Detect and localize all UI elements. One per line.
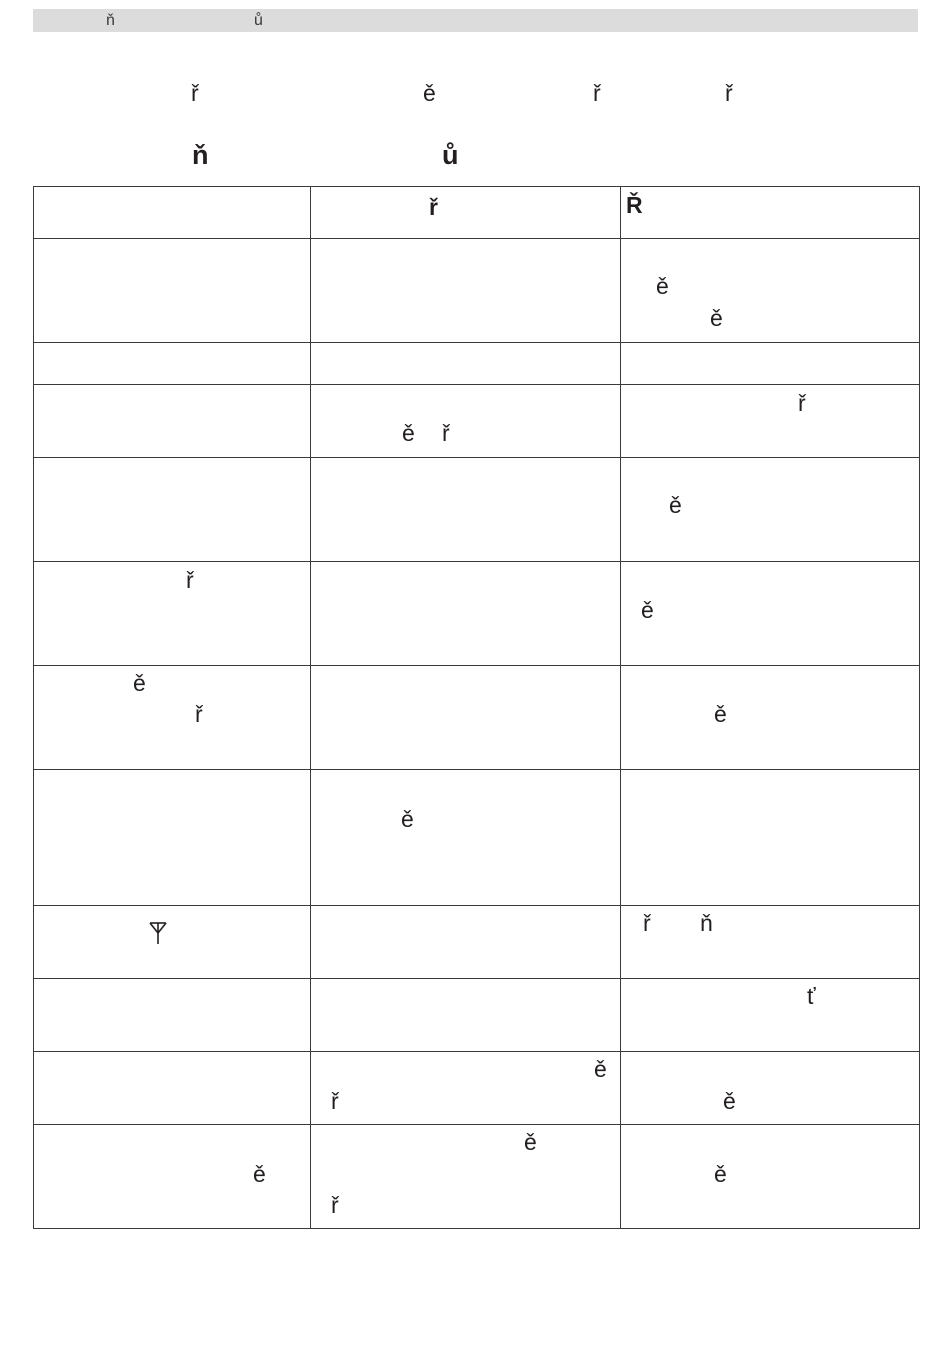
intro-glyph: ě [423, 80, 436, 106]
table-cell [34, 1052, 311, 1125]
table-cell: ě ř [311, 385, 621, 458]
table-cell [34, 979, 311, 1052]
table-cell: ě ě [621, 239, 920, 343]
title-glyph: ň [192, 140, 209, 170]
header-cell: ř [311, 187, 621, 239]
table-cell [311, 239, 621, 343]
title-glyph: ů [442, 140, 459, 170]
table-cell [311, 906, 621, 979]
header-text-right: ů [254, 12, 263, 29]
data-table [33, 186, 920, 1229]
table-header-row [34, 187, 920, 239]
table-row [34, 562, 920, 666]
header-text-left: ň [106, 12, 115, 29]
table-row [34, 666, 920, 770]
table-cell [621, 770, 920, 906]
table-cell: ě ř [34, 666, 311, 770]
table-cell: ě [34, 1125, 311, 1229]
table-cell [311, 343, 621, 385]
table-cell: ě [621, 458, 920, 562]
table-row [34, 770, 920, 906]
table-cell [311, 666, 621, 770]
table-row [34, 385, 920, 458]
antenna-icon [148, 920, 168, 946]
table-cell [34, 906, 311, 979]
table-row [34, 1052, 920, 1125]
table-cell [311, 979, 621, 1052]
intro-glyph: ř [191, 80, 199, 106]
table-row [34, 239, 920, 343]
table-cell: ř [34, 562, 311, 666]
table-cell [311, 458, 621, 562]
table-cell: ě [621, 1125, 920, 1229]
table-cell [621, 343, 920, 385]
table-row [34, 343, 920, 385]
table-cell: ř [621, 385, 920, 458]
table-cell: ě [311, 770, 621, 906]
table-cell: ť [621, 979, 920, 1052]
table-cell [311, 562, 621, 666]
table-cell: ě [621, 666, 920, 770]
table-cell: ě ř [311, 1052, 621, 1125]
table-cell: ě ř [311, 1125, 621, 1229]
header-cell [34, 187, 311, 239]
table-row [34, 979, 920, 1052]
table-cell: ř ň [621, 906, 920, 979]
table-row [34, 458, 920, 562]
table-cell [34, 385, 311, 458]
table-cell: ě [621, 562, 920, 666]
table-cell [34, 343, 311, 385]
table-cell: ě [621, 1052, 920, 1125]
header-cell: Ř [621, 187, 920, 239]
table-cell [34, 458, 311, 562]
table-row [34, 1125, 920, 1229]
intro-glyph: ř [725, 80, 733, 106]
table-cell [34, 770, 311, 906]
page-header-bar [33, 9, 918, 32]
table-row [34, 906, 920, 979]
intro-glyph: ř [593, 80, 601, 106]
table-cell [34, 239, 311, 343]
